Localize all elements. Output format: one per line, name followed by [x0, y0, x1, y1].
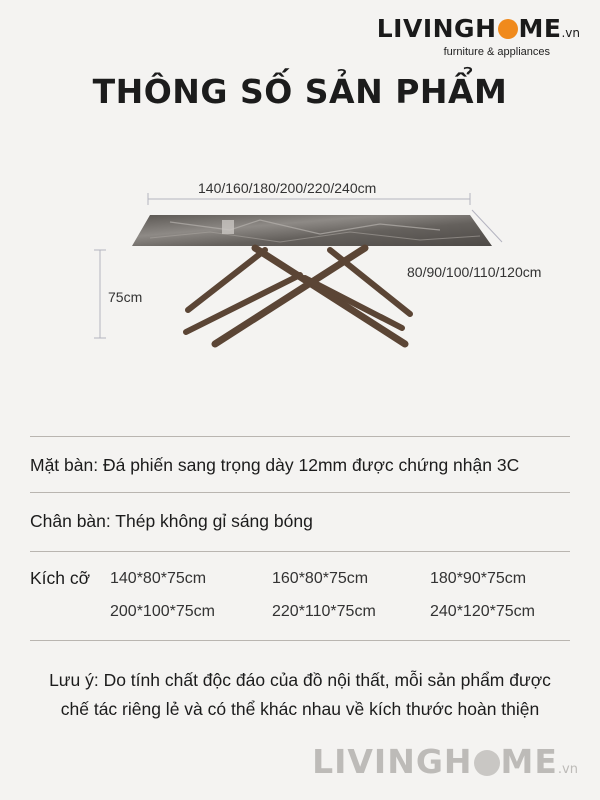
- spec-table-top: Mặt bàn: Đá phiến sang trọng dày 12mm được chứng nhận 3C: [30, 455, 520, 475]
- disclaimer-note: [0, 666, 600, 724]
- width-label: 80/90/100/110/120cm: [407, 264, 542, 280]
- spec-size-label: Kích cỡ: [30, 568, 91, 588]
- watermark-o-circle-icon: [474, 750, 500, 776]
- brand-o-circle-icon: [498, 19, 518, 39]
- size-option: 140*80*75cm: [110, 570, 207, 587]
- watermark-logo: [312, 742, 578, 781]
- height-label: 75cm: [108, 289, 143, 305]
- size-option: 180*90*75cm: [430, 570, 527, 587]
- brand-tagline: furniture & appliances: [443, 46, 550, 58]
- brand-suffix: .vn: [561, 26, 580, 40]
- product-diagram: [0, 160, 600, 360]
- size-option: 220*110*75cm: [272, 603, 376, 620]
- size-option: 240*120*75cm: [430, 603, 535, 620]
- note-line-2: chế tác riêng lẻ và có thể khác nhau về kích thước hoàn thiện: [60, 699, 540, 719]
- brand-name-part2: ME: [518, 14, 562, 43]
- watermark-suffix: .vn: [557, 762, 578, 777]
- note-line-1: Lưu ý: Do tính chất độc đáo của đồ nội thất, mỗi sản phẩm được: [49, 670, 551, 690]
- divider: [30, 436, 570, 437]
- brand-name-part1: LIVINGH: [376, 14, 497, 43]
- length-label: 140/160/180/200/220/240cm: [198, 180, 377, 196]
- brand-wordmark: [377, 14, 580, 48]
- page-title: THÔNG SỐ SẢN PHẨM: [92, 72, 508, 111]
- height-dimension-line: [94, 250, 106, 338]
- divider: [30, 492, 570, 493]
- watermark-name-part1: LIVINGH: [312, 742, 473, 781]
- brand-logo: [377, 14, 580, 58]
- spec-legs: Chân bàn: Thép không gỉ sáng bóng: [30, 511, 313, 531]
- table-legs: [186, 248, 410, 344]
- table-top: [132, 215, 492, 246]
- divider: [30, 640, 570, 641]
- size-option: 200*100*75cm: [110, 603, 215, 620]
- divider: [30, 551, 570, 552]
- size-option: 160*80*75cm: [272, 570, 369, 587]
- watermark-name-part2: ME: [500, 742, 558, 781]
